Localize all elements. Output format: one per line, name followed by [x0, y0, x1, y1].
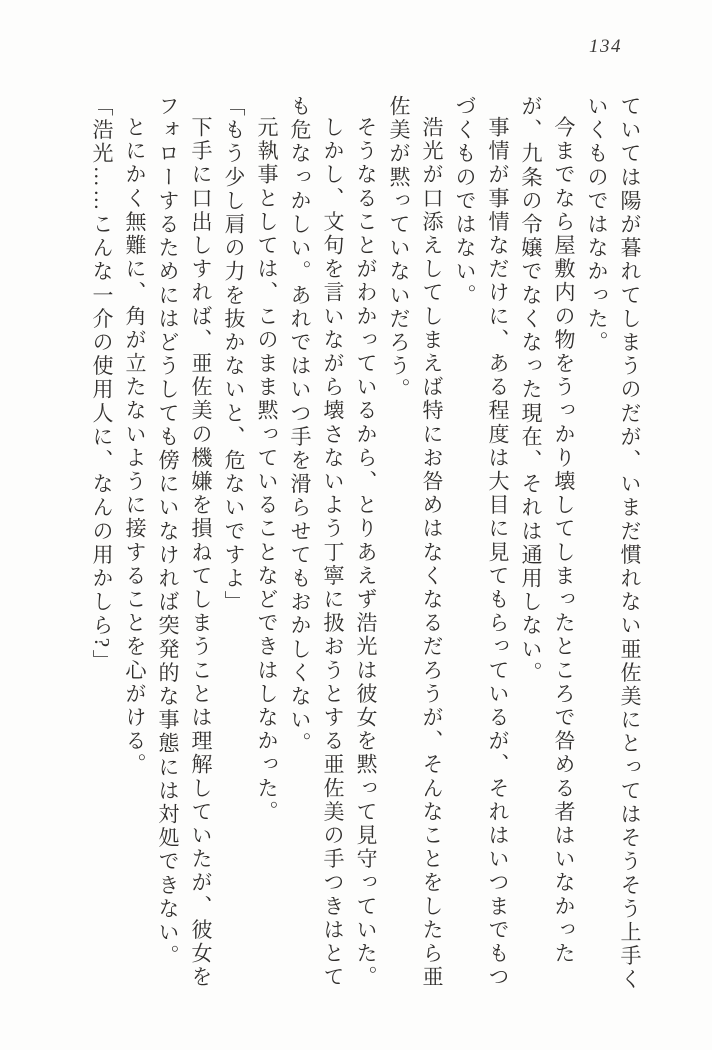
paragraph: そうなることがわかっているから、とりあえず浩光は彼女を黙って見守っていた。 — [354, 116, 378, 990]
paragraph: 元執事としては、このまま黙っていることなどできはしなかった。 — [255, 116, 279, 824]
paragraph-dialogue: 「もう少し肩の力を抜かないと、危ないですよ」 — [222, 95, 246, 615]
page-number: 134 — [589, 36, 622, 57]
paragraph: ていては陽が暮れてしまうのだが、いまだ慣れない亜佐美にとってはそうそう上手くいくものではなかった。 — [585, 95, 642, 992]
paragraph: しかし、文句を言いながら壊さないよう丁寧に扱おうとする亜佐美の手つきはとても危なっかしい。あれではいつ手を滑らせてもおかしくない。 — [288, 95, 345, 990]
paragraph: 事情が事情なだけに、ある程度は大目に見てもらっているが、それはいつまでもつづくものではない。 — [453, 95, 510, 990]
paragraph-dialogue: 「浩光……こんな一介の使用人に、なんの用かしら?」 — [90, 95, 114, 674]
body-text — [85, 95, 646, 993]
paragraph: とにかく無難に、角が立たないように接することを心がける。 — [123, 116, 147, 777]
paragraph: 下手に口出しすれば、亜佐美の機嫌を損ねてしまうことは理解していたが、彼女をフォローするためにはどうしても傍にいなければ突発的な事態には対処できない。 — [156, 95, 213, 990]
paragraph: 浩光が口添えしてしまえば特にお咎めはなくなるだろうが、そんなことをしたら亜佐美が黙っていないだろう。 — [387, 95, 444, 990]
paragraph: 今までなら屋敷内の物をうっかり壊してしまったところで咎める者はいなかったが、九条の令嬢でなくなった現在、それは通用しない。 — [519, 95, 576, 966]
